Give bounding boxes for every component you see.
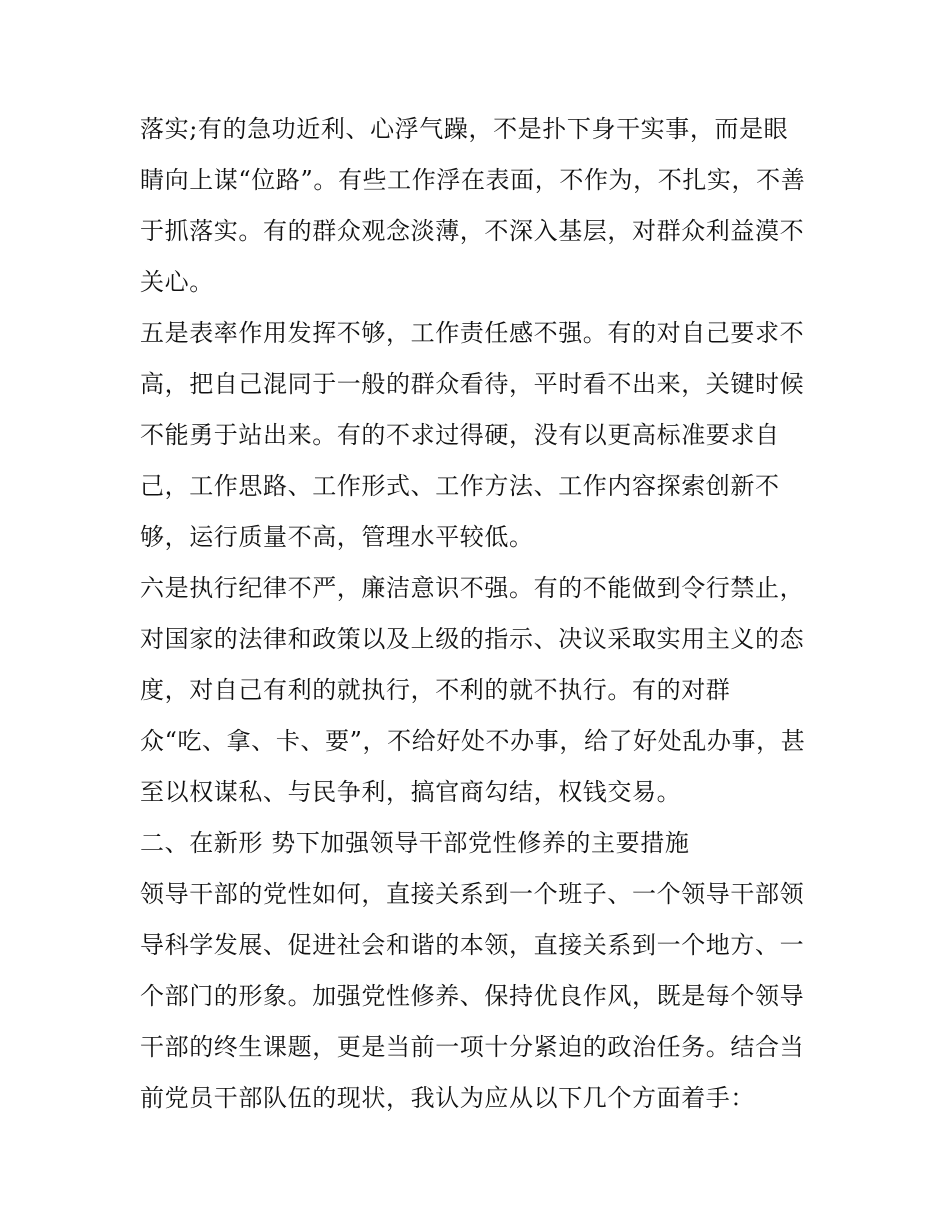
text-line: 关心。 [140, 268, 214, 296]
text-line: 领导干部的党性如何，直接关系到一个班子、一个领导干部领 [140, 880, 805, 908]
text-line: 落实;有的急功近利、心浮气躁，不是扑下身干实事，而是眼 [140, 115, 789, 143]
text-line: 前党员干部队伍的现状，我认为应从以下几个方面着手： [140, 1084, 755, 1112]
document-body [140, 104, 820, 1124]
text-line: 至以权谋私、与民争利，搞官商勾结，权钱交易。 [140, 778, 682, 806]
text-line: 对国家的法律和政策以及上级的指示、决议采取实用主义的态 [140, 625, 805, 653]
text-line: 五是表率作用发挥不够，工作责任感不强。有的对自己要求不 [140, 319, 805, 347]
text-line: 六是执行纪律不严，廉洁意识不强。有的不能做到令行禁止， [140, 574, 805, 602]
text-line: 导科学发展、促进社会和谐的本领，直接关系到一个地方、一 [140, 931, 805, 959]
text-line: 不能勇于站出来。有的不求过得硬，没有以更高标准要求自 [140, 421, 780, 449]
section-heading: 二、在新形 势下加强领导干部党性修养的主要措施 [140, 829, 690, 857]
text-line: 众“吃、拿、卡、要”，不给好处不办事，给了好处乱办事，甚 [140, 727, 806, 755]
text-line: 个部门的形象。加强党性修养、保持优良作风，既是每个领导 [140, 982, 805, 1010]
text-line: 己，工作思路、工作形式、工作方法、工作内容探索创新不 [140, 472, 780, 500]
text-line: 够，运行质量不高，管理水平较低。 [140, 523, 534, 551]
text-line: 于抓落实。有的群众观念淡薄，不深入基层，对群众利益漠不 [140, 217, 805, 245]
text-line: 干部的终生课题，更是当前一项十分紧迫的政治任务。结合当 [140, 1033, 805, 1061]
text-line: 睛向上谋“位路”。有些工作浮在表面，不作为，不扎实，不善 [140, 166, 806, 194]
text-line: 度，对自己有利的就执行，不利的就不执行。有的对群 [140, 676, 731, 704]
text-line: 高，把自己混同于一般的群众看待，平时看不出来，关键时候 [140, 370, 805, 398]
